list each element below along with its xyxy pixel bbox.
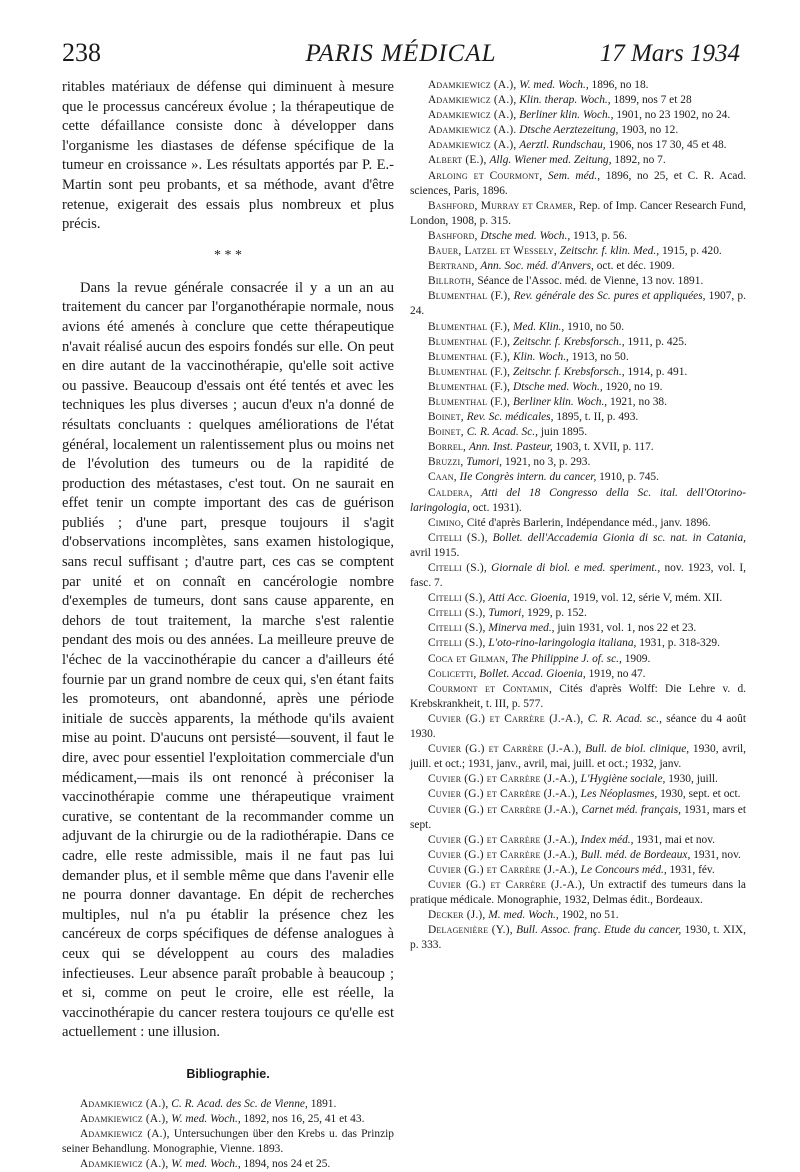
entry-details: 1891. — [310, 1097, 337, 1110]
entry-author: Blumenthal (F.), — [428, 320, 511, 333]
bibliography-entry — [410, 153, 746, 168]
entry-source: Ann. Inst. Pasteur, — [468, 441, 553, 454]
bibliography-entry — [62, 1157, 394, 1172]
entry-details: 1931, p. 318-329. — [639, 637, 720, 650]
bibliography-entry — [410, 320, 746, 335]
entry-details: 1919, no 47. — [588, 667, 646, 680]
entry-details: 1907, p. 24. — [410, 290, 746, 318]
entry-author: Citelli (S.), — [428, 592, 486, 605]
entry-source: Giornale di biol. e med. speriment., — [491, 562, 661, 574]
bibliography-entry — [410, 169, 746, 199]
bibliography-entry — [410, 682, 746, 712]
bibliography-entry — [410, 606, 746, 621]
bibliography-entry — [410, 803, 746, 833]
bibliography-entry — [410, 923, 746, 953]
bibliography-entry — [410, 259, 746, 274]
entry-source: Bull. de biol. clinique, — [585, 743, 690, 756]
entry-source: Klin. Woch., — [512, 350, 569, 363]
entry-source: Zeitschr. f. Krebsforsch., — [512, 365, 625, 378]
entry-source: Bull. Assoc. franç. Etude du cancer, — [516, 924, 682, 937]
entry-author: Bertrand, — [428, 260, 478, 273]
entry-author: Blumenthal (F.), — [428, 350, 511, 363]
entry-author: Blumenthal (F.), — [428, 365, 511, 378]
entry-details: 1896, no 25, et C. R. Acad. sciences, Paris, 1896. — [410, 169, 746, 197]
entry-details: 1903, no 12. — [621, 124, 679, 137]
entry-details: 1910, p. 745. — [599, 471, 659, 484]
entry-details: 1895, t. II, p. 493. — [556, 411, 639, 424]
bibliography-entry — [410, 78, 746, 93]
bibliography-list-left — [62, 1097, 394, 1172]
entry-author: Adamkiewicz (A.), — [428, 139, 517, 152]
entry-author: Citelli (S.), — [428, 607, 486, 620]
entry-source: W. med. Woch., — [171, 1157, 241, 1170]
page-header — [62, 38, 740, 78]
entry-author: Cuvier (G.) et Carrère (J.-A.), — [428, 833, 578, 846]
bibliography-entry — [410, 199, 746, 229]
entry-author: Billroth, — [428, 275, 475, 288]
entry-details: oct. 1931). — [472, 501, 522, 514]
entry-details: 1910, no 50. — [567, 320, 625, 333]
entry-details: 1921, no 38. — [610, 395, 667, 408]
entry-details: 1903, t. XVII, p. 117. — [555, 441, 654, 454]
paragraph-continuation: ritables matériaux de défense qui diminuent à mesure que le processus cancéreux évolue ; la thérapeutique de cette défaillance consiste donc à développer dans l'organisme les diastases de défense spécifique de la tumeur en croissance ». Les résultats apportés par P. E.-Martin sont peu probants, et sa méthode, avant d'être retenue, exigerait des essais plus nombreux et plus précis. — [62, 79, 394, 233]
entry-author: Bruzzi, — [428, 456, 464, 469]
entry-details: 1931, mars et sept. — [410, 803, 746, 831]
bibliography-entry — [62, 1097, 394, 1112]
entry-author: Citelli (S.), — [428, 531, 488, 544]
entry-author: Adamkiewicz (A.), — [80, 1112, 169, 1125]
bibliography-entry — [410, 455, 746, 470]
section-separator: * * * — [214, 247, 242, 263]
entry-details: 1915, p. 420. — [661, 245, 722, 258]
bibliography-entry — [410, 380, 746, 395]
entry-author: Decker (J.), — [428, 909, 486, 922]
bibliography-entry — [410, 863, 746, 878]
entry-details: 1902, no 51. — [561, 909, 619, 922]
entry-source: Dtsche med. Woch., — [480, 229, 571, 242]
entry-author: Coca et Gilman, — [428, 652, 509, 665]
entry-details: oct. et déc. 1909. — [596, 260, 675, 273]
entry-source: M. med. Woch., — [488, 909, 559, 922]
bibliography-entry — [410, 833, 746, 848]
entry-source: Ann. Soc. méd. d'Anvers, — [480, 260, 594, 273]
entry-details: 1914, p. 491. — [627, 365, 688, 378]
entry-author: Blumenthal (F.), — [428, 395, 511, 408]
bibliography-entry — [410, 365, 746, 380]
bibliography-entry — [410, 425, 746, 440]
entry-author: Cuvier (G.) et Carrère (J.-A.), — [428, 773, 578, 786]
bibliography-entry — [62, 1112, 394, 1127]
entry-source: Aerztl. Rundschau, — [519, 139, 606, 152]
entry-details: 1906, nos 17 30, 45 et 48. — [608, 139, 727, 152]
entry-author: Cuvier (G.) et Carrère (J.-A.), — [428, 878, 586, 891]
paragraph-vaccinotherapy: Dans la revue générale consacrée il y a un an au traitement du cancer par l'organothérapie normale, nous avions été amenés à conclure que cette thérapeutique n'avait réalisé aucun des espoirs fondés sur elle. On peut en dire autant de la vaccinothérapie, qu'elle soit active ou passive. Beaucoup d'essais ont été tentés et avec les techniques les plus diverses ; aucun d'eux n'a donné de résultats concluants : quelques améliorations de l'état général, localement un ralentissement plus ou moins net de l'évolution des tumeurs ou de la rapidité de production des métastases, c'est tout. On ne saurait en effet tenir un compte important des cas de guérison publiés ; d'une part, presque toujours il s'agit d'observations incomplètes, sans examen histologique, sans recul suffisant ; d'autre part, ces cas se comptent par unité et on connaît en cancérologie nombre d'exemples de tumeurs, dont sans cause apparente, en dehors de tout traitement, la marche s'est ralentie pendant des mois ou des années. La meilleure preuve de l'échec de la vaccinothérapie du cancer a d'ailleurs été fournie par un grand nombre de ceux qui, s'en étant faits les promoteurs, ont abandonné, après une période initiale de succès apparents, la méthode qu'ils avaient mise au point. D'aucuns ont persisté—souvent, il faut le dire, avec pour essentiel l'exploitation commerciale d'un médicament,—mais ils ont renoncé à préconiser la vaccinothérapie comme une thérapeutique vraiment curative, se contentant de la recommander comme un adjuvant de la chirurgie ou de la radiothérapie. Dans ce cadre, elle reste admissible, mais il ne faut pas lui demander plus, et il semble même que dans l'avenir elle ne pourra donner davantage. En dépit de recherches multiples, nul n'a pu établir la présence chez les cancéreux de corps spécifiques de défense analogues à ceux qui se développent au cours des maladies infectieuses. Leur absence paraît probable à beaucoup ; et si, comme on peut le croire, elle est réelle, la vaccinothérapie du cancer restera toujours ce qu'elle est actuellement : une illusion. — [62, 279, 394, 1041]
entry-source: Zeitschr. f. klin. Med., — [559, 245, 660, 258]
entry-details: 1892, nos 16, 25, 41 et 43. — [243, 1112, 365, 1125]
bibliography-entry — [410, 636, 746, 651]
entry-source: W. med. Woch., — [519, 79, 589, 91]
entry-source: C. R. Acad. sc., — [587, 712, 662, 725]
page-number: 238 — [62, 38, 101, 67]
entry-details: 1931, nov. — [693, 848, 741, 861]
entry-author: Caan, — [428, 471, 457, 484]
journal-title: PARIS MÉDICAL — [305, 40, 497, 67]
entry-details: 1894, nos 24 et 25. — [243, 1157, 331, 1170]
entry-author: Adamkiewicz (A.), — [80, 1157, 169, 1170]
entry-source: Rev. générale des Sc. pures et appliquées, — [513, 290, 706, 303]
entry-author: Cuvier (G.) et Carrère (J.-A.), — [428, 788, 578, 801]
entry-source: W. med. Woch., — [171, 1112, 241, 1125]
entry-author: Citelli (S.), — [428, 562, 487, 574]
entry-source: Dtsche med. Woch., — [512, 380, 603, 393]
bibliography-entry — [410, 229, 746, 244]
entry-details: 1921, no 3, p. 293. — [504, 456, 591, 469]
entry-details: juin 1931, vol. 1, nos 22 et 23. — [557, 622, 697, 635]
entry-details: 1930, avril, juill. et oct.; 1931, janv., avril, mai, juill. et oct.; 1932, janv. — [410, 743, 747, 771]
entry-author: Adamkiewicz (A.), — [428, 79, 517, 91]
entry-details: Cité d'après Barlerin, Indépendance méd., janv. 1896. — [466, 516, 711, 529]
entry-author: Boinet, — [428, 411, 464, 424]
entry-source: Bull. méd. de Bordeaux, — [580, 848, 691, 861]
entry-author: Boinet, — [428, 426, 464, 439]
entry-source: L'Hygiène sociale, — [580, 773, 666, 786]
bibliography-entry — [410, 561, 746, 591]
entry-author: Delagenière (Y.), — [428, 924, 513, 937]
entry-author: Bashford, Murray et Cramer, — [428, 199, 577, 212]
entry-details: Séance de l'Assoc. méd. de Vienne, 13 nov. 1891. — [477, 275, 704, 288]
bibliography-entry — [410, 410, 746, 425]
bibliography-entry — [410, 621, 746, 636]
entry-details: 1930, juill. — [668, 773, 718, 786]
entry-details: 1899, nos 7 et 28 — [613, 94, 692, 107]
bibliography-entry — [62, 1127, 394, 1157]
entry-details: nov. 1923, vol. I, fasc. 7. — [410, 562, 746, 590]
entry-author: Adamkiewicz (A.), — [428, 94, 517, 107]
entry-details: 1931, mai et nov. — [636, 833, 716, 846]
entry-source: Bollet. Accad. Gioenia, — [479, 667, 586, 680]
bibliography-title: Bibliographie. — [186, 1066, 270, 1081]
entry-details: 1913, no 50. — [571, 350, 629, 363]
entry-author: Blumenthal (F.), — [428, 380, 511, 393]
entry-details: 1930, sept. et oct. — [660, 788, 741, 801]
entry-details: 1896, no 18. — [591, 79, 649, 91]
bibliography-list-right — [410, 78, 746, 953]
entry-source: C. R. Acad. des Sc. de Vienne, — [171, 1097, 308, 1110]
entry-source: L'oto-rino-laringologia italiana, — [488, 637, 637, 650]
entry-author: Citelli (S.), — [428, 637, 486, 650]
bibliography-entry — [410, 395, 746, 410]
entry-details: 1929, p. 152. — [527, 607, 587, 620]
entry-author: Cuvier (G.) et Carrère (J.-A.), — [428, 848, 578, 861]
entry-details: juin 1895. — [540, 426, 588, 439]
entry-author: Blumenthal (F.), — [428, 290, 511, 303]
entry-author: Adamkiewicz (A.), — [80, 1097, 169, 1110]
bibliography-entry — [410, 244, 746, 259]
entry-details: 1901, no 23 1902, no 24. — [616, 109, 731, 122]
entry-source: Sem. méd., — [547, 169, 601, 182]
bibliography-entry — [410, 138, 746, 153]
entry-source: Klin. therap. Woch., — [519, 94, 611, 107]
entry-source: Berliner klin. Woch., — [519, 109, 614, 122]
bibliography-entry — [410, 289, 746, 319]
bibliography-entry — [410, 274, 746, 289]
entry-author: Cuvier (G.) et Carrère (J.-A.), — [428, 803, 579, 816]
entry-author: Cuvier (G.) et Carrère (J.-A.), — [428, 712, 584, 725]
entry-source: Bollet. dell'Accademia Gionia di sc. nat. in Catania, — [492, 531, 746, 544]
bibliography-entry — [410, 878, 746, 908]
bibliography-entry — [410, 667, 746, 682]
entry-source: Les Néoplasmes, — [580, 788, 658, 801]
entry-author: Adamkiewicz (A.), — [80, 1127, 170, 1140]
entry-details: Cités d'après Wolff: Die Lehre v. d. Krebskrankheit, t. III, p. 577. — [410, 682, 746, 710]
entry-details: Un extractif des tumeurs dans la pratique médicale. Monographie, 1932, Delmas édit., Bordeaux. — [410, 878, 746, 907]
entry-details: séance du 4 août 1930. — [410, 712, 746, 741]
bibliography-entry — [410, 108, 746, 123]
entry-details: Untersuchungen über den Krebs u. das Prinzip seiner Behandlung. Monographie, Vienne. 1893. — [62, 1127, 394, 1155]
entry-author: Albert (E.), — [428, 154, 487, 167]
entry-author: Citelli (S.), — [428, 622, 486, 635]
entry-source: Tumori, — [466, 456, 503, 469]
bibliography-entry — [410, 742, 746, 772]
entry-author: Bauer, Latzel et Wessely, — [428, 245, 557, 258]
entry-details: 1919, vol. 12, série V, mém. XII. — [572, 592, 723, 605]
bibliography-entry — [410, 652, 746, 667]
entry-source: Atti Acc. Gioenia, — [488, 592, 570, 605]
bibliography-entry — [410, 848, 746, 863]
entry-details: 1913, p. 56. — [573, 229, 628, 242]
entry-source: Dtsche Aerztezeitung, — [519, 124, 619, 137]
entry-source: C. R. Acad. Sc., — [466, 426, 538, 439]
entry-author: Cuvier (G.) et Carrère (J.-A.), — [428, 863, 578, 876]
bibliography-entry — [410, 350, 746, 365]
entry-source: Berliner klin. Woch., — [512, 395, 608, 408]
entry-details: 1931, fév. — [669, 863, 715, 876]
entry-source: Index méd., — [580, 833, 634, 846]
entry-author: Caldera, — [428, 486, 473, 499]
bibliography-entry — [410, 123, 746, 138]
entry-source: Zeitschr. f. Krebsforsch., — [512, 335, 625, 348]
entry-details: Rep. of Imp. Cancer Research Fund, London, 1908, p. 315. — [410, 199, 746, 227]
entry-author: Cimino, — [428, 516, 464, 529]
entry-author: Adamkiewicz (A.). — [428, 124, 517, 137]
bibliography-entry — [410, 772, 746, 787]
bibliography-entry — [410, 440, 746, 455]
entry-source: Le Concours méd., — [580, 863, 667, 876]
entry-details: 1920, no 19. — [605, 380, 663, 393]
entry-source: Carnet méd. français, — [581, 803, 682, 816]
bibliography-entry — [410, 908, 746, 923]
entry-details: 1909. — [624, 652, 651, 665]
entry-author: Cuvier (G.) et Carrère (J.-A.), — [428, 743, 582, 756]
entry-source: Minerva med., — [488, 622, 555, 635]
entry-author: Bashford, — [428, 229, 478, 242]
entry-details: avril 1915. — [410, 546, 460, 559]
entry-source: Med. Klin., — [512, 320, 565, 333]
bibliography-entry — [410, 787, 746, 802]
entry-source: The Philippine J. of. sc., — [511, 652, 622, 665]
entry-author: Colicetti, — [428, 667, 477, 680]
bibliography-entry — [410, 531, 746, 561]
bibliography-entry — [410, 516, 746, 531]
entry-author: Borrel, — [428, 441, 467, 454]
entry-source: Tumori, — [488, 607, 525, 620]
bibliography-entry — [410, 93, 746, 108]
bibliography-entry — [410, 470, 746, 485]
issue-date: 17 Mars 1934 — [599, 40, 740, 67]
entry-author: Arloing et Courmont, — [428, 169, 543, 182]
bibliography-entry — [410, 486, 746, 516]
entry-source: IIe Congrès intern. du cancer, — [459, 471, 597, 484]
bibliography-entry — [410, 335, 746, 350]
entry-author: Blumenthal (F.), — [428, 335, 511, 348]
entry-source: Atti del 18 Congresso della Sc. ital. dell'Otorino-laringologia, — [410, 486, 746, 514]
entry-author: Adamkiewicz (A.), — [428, 109, 517, 122]
entry-details: 1911, p. 425. — [627, 335, 687, 348]
entry-details: 1892, no 7. — [614, 154, 666, 167]
bibliography-entry — [410, 591, 746, 606]
entry-source: Rev. Sc. médicales, — [466, 411, 554, 424]
entry-author: Courmont et Contamin, — [428, 682, 552, 695]
entry-source: Allg. Wiener med. Zeitung, — [489, 154, 612, 167]
left-column — [62, 78, 394, 1172]
bibliography-entry — [410, 712, 746, 742]
entry-details: 1930, t. XIX, p. 333. — [410, 924, 746, 952]
